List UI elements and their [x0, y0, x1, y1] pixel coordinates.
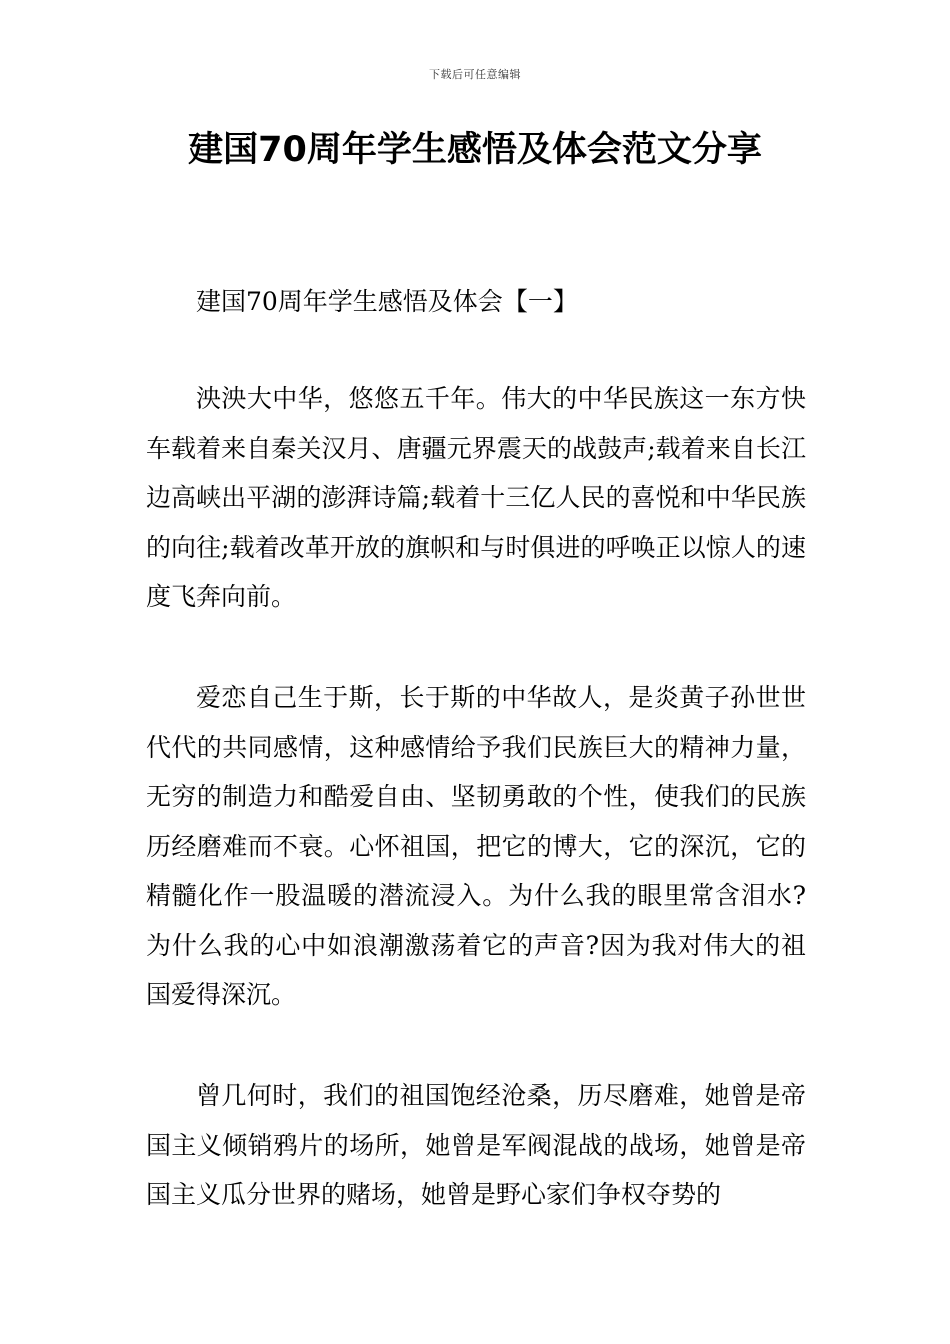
paragraph-3: 曾几何时，我们的祖国饱经沧桑，历尽磨难，她曾是帝国主义倾销鸦片的场所，她曾是军阀混战的战场，她曾是帝国主义瓜分世界的赌场，她曾是野心家们争权夺势的 [146, 1081, 806, 1209]
paragraph-2: 爱恋自己生于斯，长于斯的中华故人，是炎黄子孙世世代代的共同感情，这种感情给予我们民族巨大的精神力量，无穷的制造力和酷爱自由、坚韧勇敢的个性，使我们的民族历经磨难而不衰。心怀祖国，把它的博大，它的深沉，它的精髓化作一股温暖的潜流浸入。为什么我的眼里常含泪水?为什么我的心中如浪潮激荡着它的声音?因为我对伟大的祖国爱得深沉。 [146, 683, 806, 1009]
section-heading: 建国70周年学生感悟及体会【一】 [196, 287, 578, 316]
watermark-text: 下载后可任意编辑 [429, 68, 521, 81]
paragraph-1: 泱泱大中华，悠悠五千年。伟大的中华民族这一东方快车载着来自秦关汉月、唐疆元界震天的战鼓声;载着来自长江边高峡出平湖的澎湃诗篇;载着十三亿人民的喜悦和中华民族的向往;载着改革开放的旗帜和与时俱进的呼唤正以惊人的速度飞奔向前。 [146, 384, 806, 611]
document-title: 建国70周年学生感悟及体会范文分享 [188, 130, 762, 170]
